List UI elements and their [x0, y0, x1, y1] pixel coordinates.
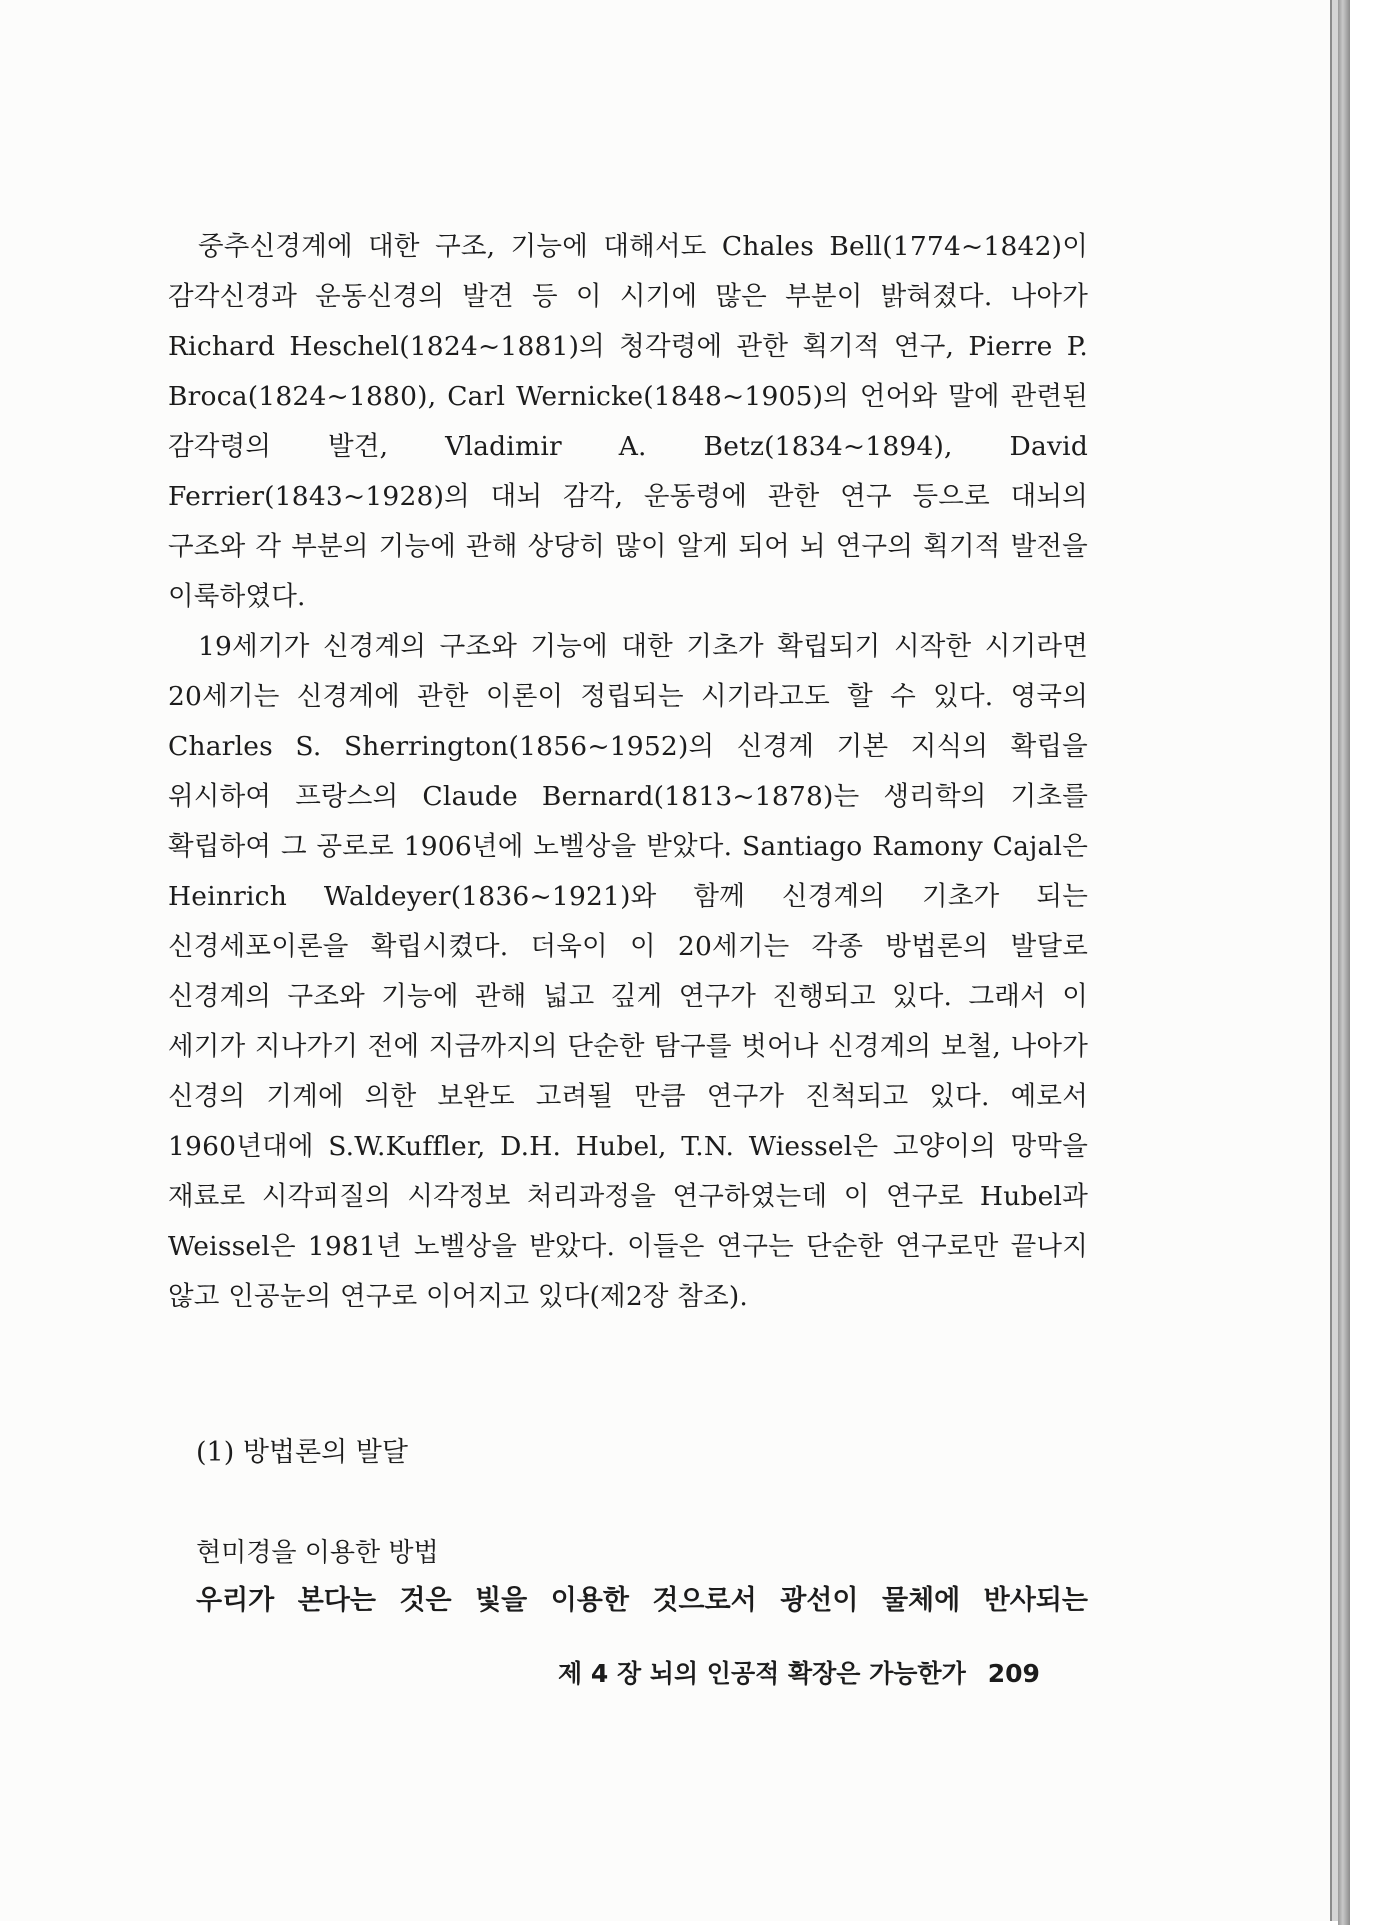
sub-heading: 현미경을 이용한 방법 [196, 1538, 439, 1568]
page-number: 209 [987, 1659, 1040, 1688]
body-text [168, 222, 1088, 1322]
paragraph-neuroscience-19th-century: 중추신경계에 대한 구조, 기능에 대해서도 Chales Bell(1774~1842)이 감각신경과 운동신경의 발견 등 이 시기에 많은 부분이 밝혀졌다. 나아가 Richard Heschel(1824~1881)의 청각령에 관한 획기적 연구, Pierre P. Broca(1824~1880), Carl Wernicke(1848~1905)의 언어와 말에 관련된 감각령의 발견, Vladimir A. Betz(1834~1894), David Ferrier(1843~1928)의 대뇌 감각, 운동령에 관한 연구 등으로 대뇌의 구조와 각 부분의 기능에 관해 상당히 많이 알게 되어 뇌 연구의 획기적 발전을 이룩하였다. [168, 231, 1088, 612]
chapter-title: 제 4 장 뇌의 인공적 확장은 가능한가 [558, 1659, 966, 1688]
bold-intro-line: 우리가 본다는 것은 빛을 이용한 것으로서 광선이 물체에 반사되는 [196, 1585, 1088, 1616]
running-footer [558, 1654, 1040, 1694]
section-heading: (1) 방법론의 발달 [196, 1437, 408, 1468]
page-edge-shadow [1338, 0, 1350, 1925]
paragraph-neuroscience-20th-century: 19세기가 신경계의 구조와 기능에 대한 기초가 확립되기 시작한 시기라면 20세기는 신경계에 관한 이론이 정립되는 시기라고도 할 수 있다. 영국의 Charles S. Sherrington(1856~1952)의 신경계 기본 지식의 확립을 위시하여 프랑스의 Claude Bernard(1813~1878)는 생리학의 기초를 확립하여 그 공로로 1906년에 노벨상을 받았다. Santiago Ramony Cajal은 Heinrich Waldeyer(1836~1921)와 함께 신경계의 기초가 되는 신경세포이론을 확립시켰다. 더욱이 이 20세기는 각종 방법론의 발달로 신경계의 구조와 기능에 관해 넓고 깊게 연구가 진행되고 있다. 그래서 이 세기가 지나가기 전에 지금까지의 단순한 탐구를 벗어나 신경계의 보철, 나아가 신경의 기계에 의한 보완도 고려될 만큼 연구가 진척되고 있다. 예로서 1960년대에 S.W.Kuffler, D.H. Hubel, T.N. Wiessel은 고양이의 망막을 재료로 시각피질의 시각정보 처리과정을 연구하였는데 이 연구로 Hubel과 Weissel은 1981년 노벨상을 받았다. 이들은 연구는 단순한 연구로만 끝나지 않고 인공눈의 연구로 이어지고 있다(제2장 참조). [168, 631, 1088, 1312]
